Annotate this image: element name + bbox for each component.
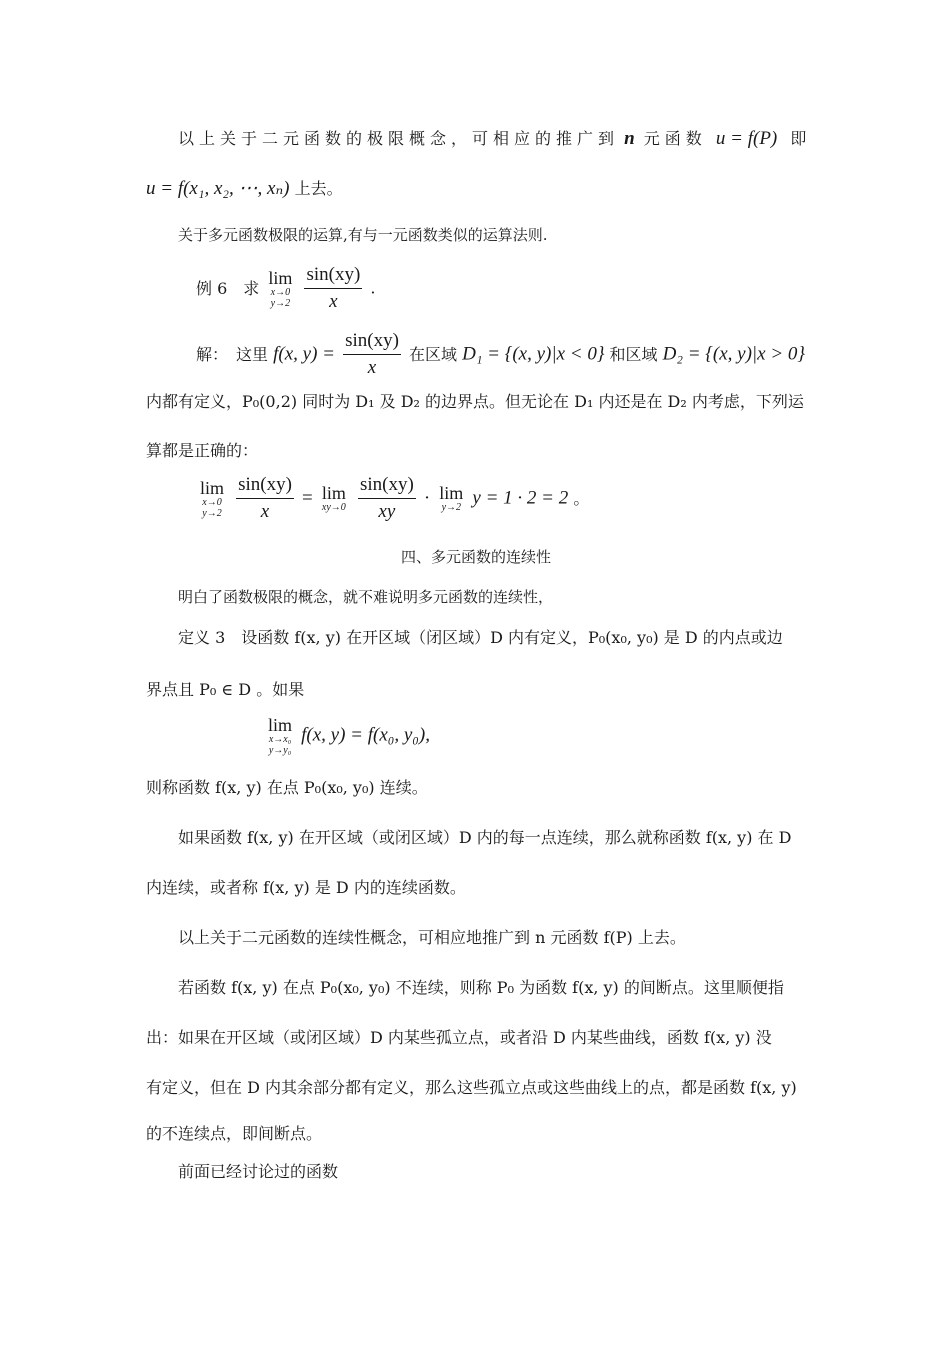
lim-word: lim xyxy=(268,267,293,288)
text-sol-mid2: 和区域 xyxy=(609,345,658,365)
paragraph-line-7 xyxy=(178,588,553,606)
math-D2: D₂ = {(x, y)|x > 0} xyxy=(662,343,805,365)
paragraph-line-9 xyxy=(178,828,791,847)
eq-equals: = xyxy=(302,487,313,509)
text-p12: 若函数 f(x, y) 在点 P₀(x₀, y₀) 不连续，则称 P₀ 为函数 f(x, y) 的间断点。这里顺便指 xyxy=(178,978,784,997)
text-p2-end: 上去。 xyxy=(294,179,343,198)
eq-fraction-2 xyxy=(358,474,416,524)
solution-fraction xyxy=(343,330,401,380)
eq-fraction-1 xyxy=(236,474,294,524)
fraction-denominator: x xyxy=(329,290,338,312)
text-def3: 定义 3 设函数 f(x, y) 在开区域（闭区域）D 内有定义，P₀(x₀, y₀) 是 D 的内点或边 xyxy=(178,628,783,647)
fraction-denominator: x xyxy=(260,500,270,522)
limit-display xyxy=(264,716,430,756)
text-sol-mid1: 在区域 xyxy=(409,345,458,365)
paragraph-line-12 xyxy=(178,978,784,997)
example-6 xyxy=(196,264,376,314)
eq-limit-2 xyxy=(322,484,346,513)
text-p3: 关于多元函数极限的运算,有与一元函数类似的运算法则. xyxy=(178,226,548,244)
lim-cond-x: x→0 xyxy=(202,496,222,508)
text-p14: 有定义，但在 D 内其余部分都有定义，那么这些孤立点或这些曲线上的点，都是函数 f(x, y) xyxy=(146,1078,797,1097)
paragraph-line-8 xyxy=(146,778,428,797)
definition-3-line-2 xyxy=(146,680,304,699)
math-u-fx: u = f(x₁, x₂, ⋯, xₙ) xyxy=(146,178,290,199)
paragraph-line-1 xyxy=(178,128,806,151)
text-p16: 前面已经讨论过的函数 xyxy=(178,1162,339,1181)
text-p15: 的不连续点，即间断点。 xyxy=(146,1124,323,1143)
paragraph-line-6 xyxy=(146,441,258,460)
text-p13: 出：如果在开区域（或闭区域）D 内某些孤立点，或者沿 D 内某些曲线，函数 f(x, y) 没 xyxy=(146,1028,772,1047)
paragraph-line-3 xyxy=(178,226,548,244)
paragraph-line-2 xyxy=(146,178,343,201)
text-p7: 明白了函数极限的概念，就不难说明多元函数的连续性， xyxy=(178,588,554,606)
paragraph-line-14 xyxy=(146,1078,797,1097)
eq-end: 。 xyxy=(573,489,590,509)
text-p1-end: 即 xyxy=(790,129,807,148)
paragraph-line-11 xyxy=(178,928,686,947)
math-fxy: f(x, y) = xyxy=(273,343,335,365)
lim-word: lim xyxy=(321,483,346,504)
lim-word: lim xyxy=(200,477,225,498)
eq-tail: y = 1 · 2 = 2 xyxy=(472,487,569,509)
fraction-numerator: sin(xy) xyxy=(304,264,362,289)
lim-word: lim xyxy=(268,715,293,735)
limit-display-expr: f(x, y) = f(x₀, y₀), xyxy=(301,724,430,746)
text-p6: 算都是正确的： xyxy=(146,441,259,460)
paragraph-line-15 xyxy=(146,1124,322,1143)
text-p9: 如果函数 f(x, y) 在开区域（或闭区域）D 内的每一点连续，那么就称函数 f(x, y) 在 D xyxy=(178,828,792,847)
lim-cond-x: x→x₀ xyxy=(268,734,292,745)
example-6-fraction xyxy=(304,264,362,314)
example-6-label: 例 6 求 xyxy=(196,279,260,299)
text-p10: 内连续，或者称 f(x, y) 是 D 内的连续函数。 xyxy=(146,878,466,897)
section-heading-text: 四、多元函数的连续性 xyxy=(400,548,551,566)
paragraph-line-13 xyxy=(146,1028,772,1047)
paragraph-line-5 xyxy=(146,392,804,411)
text-p8: 则称函数 f(x, y) 在点 P₀(x₀, y₀) 连续。 xyxy=(146,778,428,797)
lim-cond-x: x→0 xyxy=(270,286,291,298)
definition-3-line-1 xyxy=(178,628,783,647)
text-p1: 以上关于二元函数的极限概念，可相应的推广到 xyxy=(178,129,620,148)
fraction-denominator: xy xyxy=(378,500,396,522)
lim-cond-y: y→2 xyxy=(202,507,222,519)
solution-line xyxy=(196,330,805,380)
text-def3b: 界点且 P₀ ∈ D 。如果 xyxy=(146,680,305,699)
example-6-limit xyxy=(268,269,292,309)
section-heading xyxy=(0,548,952,566)
math-u-fP: u = f(P) xyxy=(715,128,778,149)
lim-cond-xy: xy→0 xyxy=(321,502,346,514)
display-equation xyxy=(196,474,589,524)
text-p1-mid: 元函数 xyxy=(643,129,707,148)
text-p11: 以上关于二元函数的连续性概念，可相应地推广到 n 元函数 f(P) 上去。 xyxy=(178,928,686,947)
fraction-denominator: x xyxy=(367,356,377,378)
paragraph-line-10 xyxy=(146,878,466,897)
text-p5: 内都有定义，P₀(0,2) 同时为 D₁ 及 D₂ 的边界点。但无论在 D₁ 内还是在 D₂ 内考虑，下列运 xyxy=(146,392,804,411)
example-6-end: . xyxy=(370,278,376,298)
solution-label: 解： 这里 xyxy=(196,345,269,365)
fraction-numerator: sin(xy) xyxy=(358,474,416,499)
math-D1: D₁ = {(x, y)|x < 0} xyxy=(462,343,605,365)
fraction-numerator: sin(xy) xyxy=(236,474,294,499)
fraction-numerator: sin(xy) xyxy=(343,330,401,355)
lim-cond-y: y→2 xyxy=(441,502,462,514)
lim-cond-y: y→y₀ xyxy=(268,745,292,756)
eq-limit-3 xyxy=(439,484,463,513)
eq-limit-1 xyxy=(200,479,224,519)
lim-word: lim xyxy=(439,483,464,504)
lim-cond-y: y→2 xyxy=(270,297,291,309)
limit-display-lim xyxy=(268,716,292,756)
eq-dot: · xyxy=(423,487,431,509)
paragraph-line-16 xyxy=(178,1162,338,1181)
math-n: n xyxy=(624,128,635,149)
